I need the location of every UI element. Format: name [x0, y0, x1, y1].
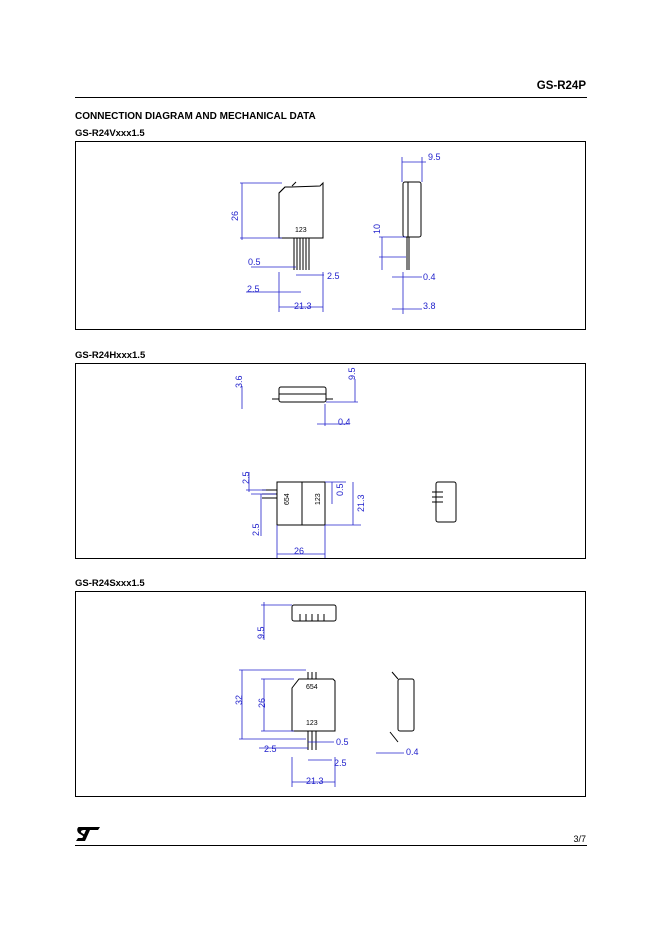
pin-label-top-h: 654	[284, 493, 291, 505]
dim-pin-width-v: 0.5	[248, 257, 261, 267]
dim-depth-h: 9.5	[347, 367, 357, 380]
diagram-box-h	[75, 363, 586, 559]
mechanical-drawing-s	[76, 592, 587, 798]
footer-rule	[75, 845, 587, 846]
pin-label-top-s: 654	[306, 684, 318, 691]
dim-pin-width-s: 0.5	[336, 737, 349, 747]
dim-width-h: 21.3	[356, 494, 366, 512]
dim-body-height-s: 26	[257, 697, 267, 708]
dim-pitch-bottom-h: 2.5	[251, 523, 261, 536]
dim-pin-thickness-v: 0.4	[423, 272, 436, 282]
dim-depth-v: 9.5	[428, 152, 441, 162]
dim-total-height-s: 32	[234, 694, 244, 705]
dim-pin-thickness-h: 0.4	[338, 417, 351, 427]
pin-label-bottom-s: 123	[306, 720, 318, 727]
variant-title-s: GS-R24Sxxx1.5	[75, 578, 145, 589]
dim-width-s: 21.3	[306, 776, 324, 786]
dim-pitch-top-h: 2.5	[241, 471, 251, 484]
dim-body-height-h: 3.6	[234, 375, 244, 388]
dim-width-v: 21.3	[294, 301, 312, 311]
dim-length-h: 26	[294, 546, 305, 556]
header-rule	[75, 97, 587, 98]
page-number: 3/7	[573, 834, 586, 844]
dim-height-v: 26	[230, 210, 240, 221]
dim-pin-length-v: 10	[372, 223, 382, 234]
dim-offset-v: 3.8	[423, 301, 436, 311]
variant-title-v: GS-R24Vxxx1.5	[75, 128, 145, 139]
dim-pitch-left-v: 2.5	[247, 284, 260, 294]
mechanical-drawing-h	[76, 364, 587, 560]
dim-depth-s: 9.5	[256, 626, 266, 639]
diagram-box-v	[75, 141, 586, 330]
diagram-box-s	[75, 591, 586, 797]
document-title: GS-R24P	[536, 80, 586, 92]
section-title: CONNECTION DIAGRAM AND MECHANICAL DATA	[75, 111, 316, 122]
pin-label-front-v: 123	[295, 227, 307, 234]
dim-pin-pitch-right-h: 0.5	[335, 483, 345, 496]
dim-pitch-right-v: 2.5	[327, 271, 340, 281]
dim-pitch-right-s: 2.5	[334, 758, 347, 768]
mechanical-drawing-v	[76, 142, 587, 331]
dim-pitch-left-s: 2.5	[264, 744, 277, 754]
dim-pin-thickness-s: 0.4	[406, 747, 419, 757]
st-logo-icon	[75, 826, 101, 847]
pin-label-bottom-h: 123	[315, 493, 322, 505]
variant-title-h: GS-R24Hxxx1.5	[75, 350, 146, 361]
